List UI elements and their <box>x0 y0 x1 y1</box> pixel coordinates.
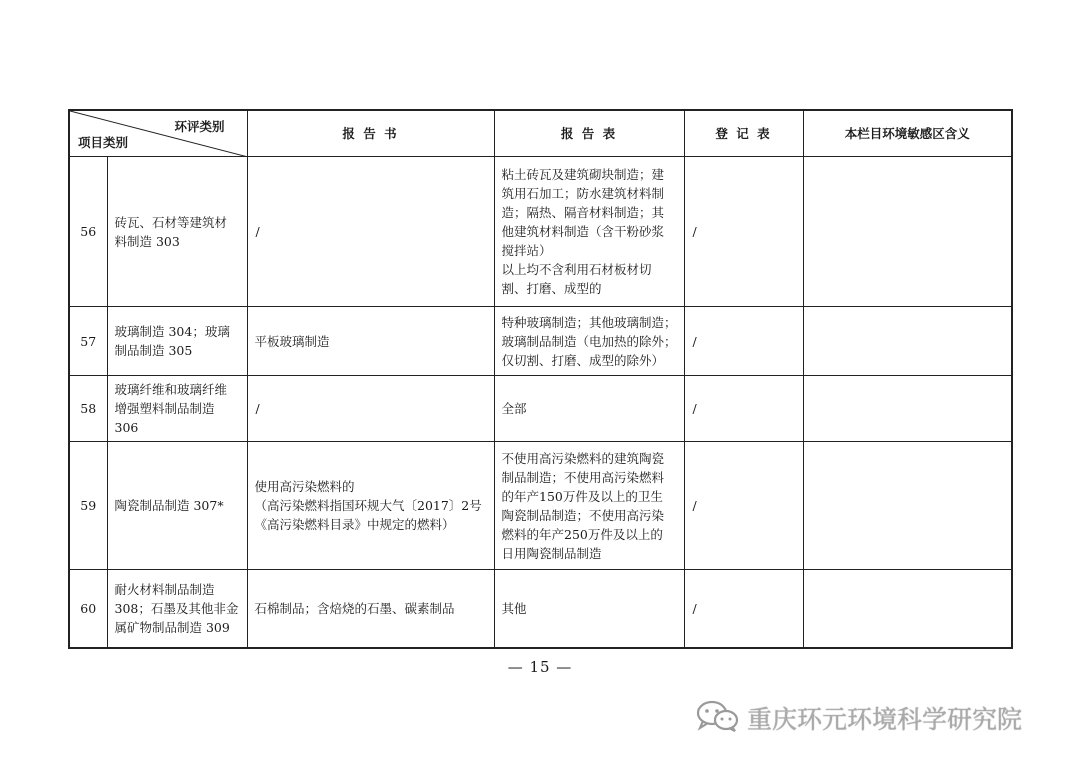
row-number: 57 <box>69 307 107 376</box>
row-register: / <box>684 570 803 648</box>
table-row <box>69 570 1012 648</box>
diag-bottom-label: 项目类别 <box>78 135 129 150</box>
row-register: / <box>684 157 803 307</box>
row-report-form: 特种玻璃制造；其他玻璃制造； 玻璃制品制造（电加热的除外； 仅切割、打磨、成型的除外） <box>494 307 684 376</box>
row-register: / <box>684 376 803 442</box>
row-category: 玻璃制造 304；玻璃 制品制造 305 <box>107 307 247 376</box>
col-sensitive: 本栏目环境敏感区含义 <box>803 110 1012 157</box>
watermark <box>695 698 1022 738</box>
row-category: 耐火材料制品制造 308；石墨及其他非金 属矿物制品制造 309 <box>107 570 247 648</box>
col-register: 登 记 表 <box>684 110 803 157</box>
row-number: 59 <box>69 442 107 570</box>
page-number: — 15 — <box>507 658 573 676</box>
watermark-text: 重庆环元环境科学研究院 <box>747 705 1023 734</box>
row-register: / <box>684 442 803 570</box>
row-sensitive <box>803 307 1012 376</box>
row-report-book: / <box>247 376 494 442</box>
row-sensitive <box>803 570 1012 648</box>
row-category: 玻璃纤维和玻璃纤维 增强塑料制品制造 306 <box>107 376 247 442</box>
wechat-icon <box>695 699 741 737</box>
row-report-book: 石棉制品；含焙烧的石墨、碳素制品 <box>247 570 494 648</box>
row-report-book: 平板玻璃制造 <box>247 307 494 376</box>
row-report-book: / <box>247 157 494 307</box>
table-header-row <box>69 110 1012 157</box>
table-row <box>69 376 1012 442</box>
row-report-form: 全部 <box>494 376 684 442</box>
row-report-form: 其他 <box>494 570 684 648</box>
row-report-form: 不使用高污染燃料的建筑陶瓷 制品制造；不使用高污染燃料 的年产150万件及以上的卫生 陶瓷制品制造；不使用高污染 燃料的年产250万件及以上的 日用陶瓷制品制造 <box>494 442 684 570</box>
row-sensitive <box>803 157 1012 307</box>
row-sensitive <box>803 442 1012 570</box>
row-category: 陶瓷制品制造 307* <box>107 442 247 570</box>
table-row <box>69 442 1012 570</box>
table-row <box>69 307 1012 376</box>
row-sensitive <box>803 376 1012 442</box>
regulation-table <box>68 109 1013 649</box>
diagonal-header-cell <box>69 110 247 157</box>
row-number: 60 <box>69 570 107 648</box>
row-report-form: 粘土砖瓦及建筑砌块制造；建 筑用石加工；防水建筑材料制 造；隔热、隔音材料制造；其 他建筑材料制造（含干粉砂浆 搅拌站） 以上均不含利用石材板材切 割、打磨、成型的 <box>494 157 684 307</box>
row-number: 58 <box>69 376 107 442</box>
row-category: 砖瓦、石材等建筑材 料制造 303 <box>107 157 247 307</box>
diag-top-label: 环评类别 <box>174 119 225 134</box>
col-report-form: 报 告 表 <box>494 110 684 157</box>
row-number: 56 <box>69 157 107 307</box>
row-report-book: 使用高污染燃料的 （高污染燃料指国环规大气〔2017〕2号 《高污染燃料目录》中规定的燃料） <box>247 442 494 570</box>
row-register: / <box>684 307 803 376</box>
table-row <box>69 157 1012 307</box>
col-report-book: 报 告 书 <box>247 110 494 157</box>
